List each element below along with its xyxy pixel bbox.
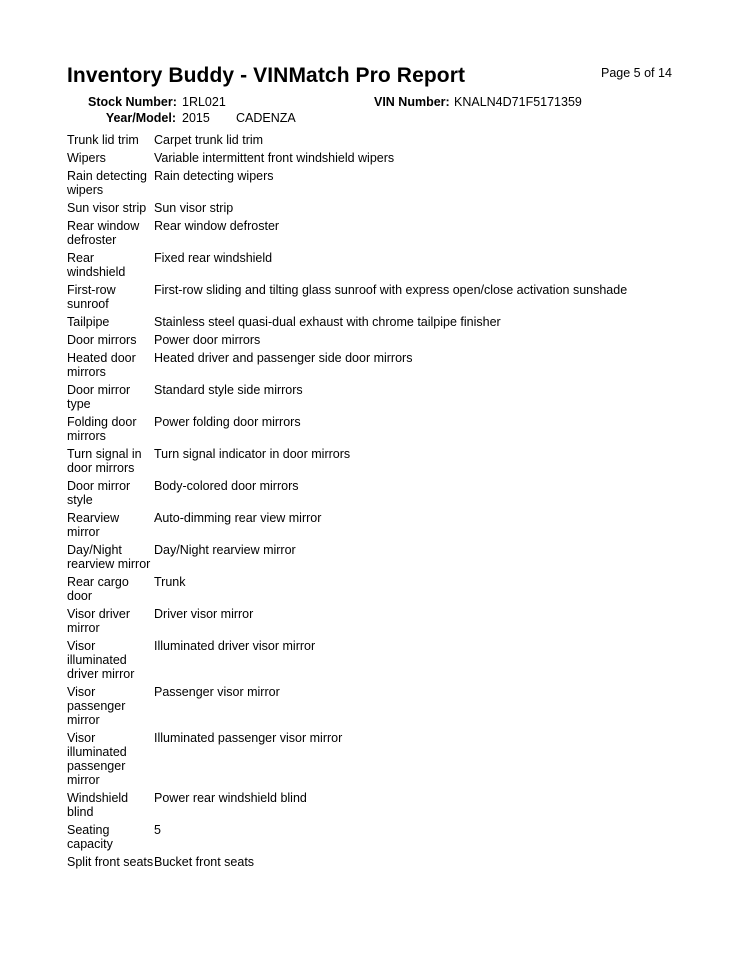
- feature-value: 5: [154, 823, 161, 837]
- feature-row: [67, 855, 687, 873]
- feature-value: Driver visor mirror: [154, 607, 254, 621]
- feature-value: Power folding door mirrors: [154, 415, 301, 429]
- year-model-label: Year/Model:: [105, 111, 176, 125]
- feature-label: Seating capacity: [67, 823, 113, 851]
- feature-row: [67, 511, 687, 543]
- feature-row: [67, 543, 687, 575]
- feature-value: Rain detecting wipers: [154, 169, 274, 183]
- feature-value: Turn signal indicator in door mirrors: [154, 447, 351, 461]
- feature-value: Standard style side mirrors: [154, 383, 303, 397]
- feature-label: Door mirror style: [67, 479, 131, 507]
- feature-row: [67, 685, 687, 731]
- feature-row: [67, 383, 687, 415]
- feature-row: [67, 333, 687, 351]
- feature-value: First-row sliding and tilting glass sunroof with express open/close activation sunshade: [154, 283, 628, 297]
- feature-value: Sun visor strip: [154, 201, 234, 215]
- feature-row: [67, 169, 687, 201]
- feature-value: Day/Night rearview mirror: [154, 543, 296, 557]
- model-value: CADENZA: [236, 111, 296, 125]
- feature-value: Body-colored door mirrors: [154, 479, 299, 493]
- feature-row: [67, 201, 687, 219]
- feature-label: Rain detecting wipers: [67, 169, 147, 197]
- feature-value: Illuminated passenger visor mirror: [154, 731, 343, 745]
- feature-label: Door mirror type: [67, 383, 131, 411]
- report-title: Inventory Buddy - VINMatch Pro Report: [67, 64, 466, 87]
- feature-value: Passenger visor mirror: [154, 685, 280, 699]
- feature-row: [67, 219, 687, 251]
- feature-row: [67, 607, 687, 639]
- page-number: Page 5 of 14: [601, 66, 672, 80]
- feature-value: Carpet trunk lid trim: [154, 133, 264, 147]
- feature-row: [67, 415, 687, 447]
- feature-label: First-row sunroof: [67, 283, 116, 311]
- feature-value: Power rear windshield blind: [154, 791, 307, 805]
- feature-label: Heated door mirrors: [67, 351, 136, 379]
- feature-row: [67, 479, 687, 511]
- feature-row: [67, 575, 687, 607]
- feature-row: [67, 351, 687, 383]
- feature-label: Wipers: [67, 151, 106, 165]
- feature-row: [67, 133, 687, 151]
- feature-label: Visor driver mirror: [67, 607, 130, 635]
- feature-label: Visor illuminated driver mirror: [67, 639, 135, 681]
- feature-row: [67, 447, 687, 479]
- feature-value: Illuminated driver visor mirror: [154, 639, 316, 653]
- feature-row: [67, 791, 687, 823]
- feature-label: Rear cargo door: [67, 575, 129, 603]
- feature-list: [67, 133, 687, 873]
- feature-row: [67, 823, 687, 855]
- feature-label: Turn signal in door mirrors: [67, 447, 142, 475]
- feature-label: Tailpipe: [67, 315, 110, 329]
- feature-value: Auto-dimming rear view mirror: [154, 511, 322, 525]
- feature-value: Heated driver and passenger side door mirrors: [154, 351, 413, 365]
- feature-row: [67, 315, 687, 333]
- feature-row: [67, 151, 687, 169]
- vin-number-label: VIN Number:: [374, 95, 450, 109]
- feature-label: Door mirrors: [67, 333, 137, 347]
- feature-label: Windshield blind: [67, 791, 129, 819]
- feature-row: [67, 731, 687, 791]
- feature-label: Trunk lid trim: [67, 133, 139, 147]
- feature-label: Rearview mirror: [67, 511, 120, 539]
- feature-label: Rear window defroster: [67, 219, 140, 247]
- feature-label: Rear windshield: [67, 251, 126, 279]
- feature-value: Variable intermittent front windshield wipers: [154, 151, 395, 165]
- feature-label: Visor passenger mirror: [67, 685, 126, 727]
- feature-row: [67, 251, 687, 283]
- feature-label: Visor illuminated passenger mirror: [67, 731, 127, 787]
- feature-value: Rear window defroster: [154, 219, 280, 233]
- feature-value: Fixed rear windshield: [154, 251, 273, 265]
- feature-label: Day/Night rearview mirror: [67, 543, 151, 571]
- feature-value: Bucket front seats: [154, 855, 255, 869]
- feature-value: Trunk: [154, 575, 186, 589]
- feature-label: Split front seats: [67, 855, 154, 869]
- feature-label: Sun visor strip: [67, 201, 147, 215]
- stock-number-label: Stock Number:: [88, 95, 177, 109]
- year-value: 2015: [182, 111, 210, 125]
- feature-label: Folding door mirrors: [67, 415, 137, 443]
- feature-row: [67, 639, 687, 685]
- stock-number-value: 1RL021: [182, 95, 226, 109]
- feature-value: Power door mirrors: [154, 333, 261, 347]
- vin-number-value: KNALN4D71F5171359: [454, 95, 582, 109]
- feature-row: [67, 283, 687, 315]
- feature-value: Stainless steel quasi-dual exhaust with chrome tailpipe finisher: [154, 315, 501, 329]
